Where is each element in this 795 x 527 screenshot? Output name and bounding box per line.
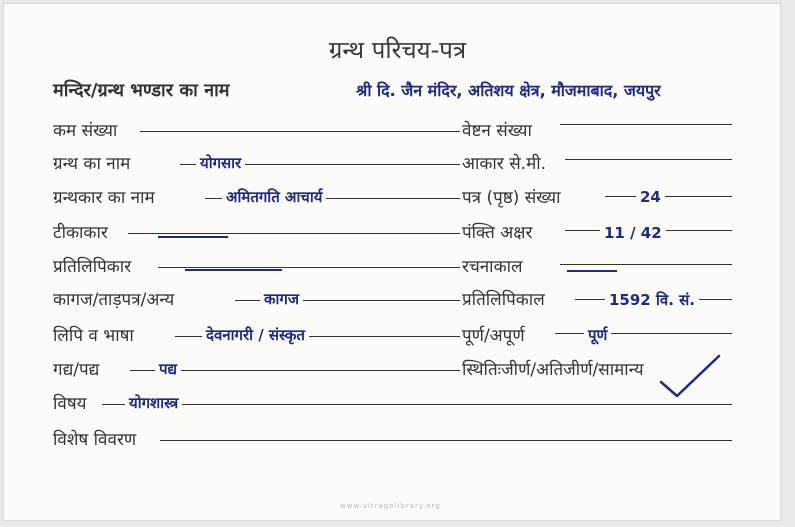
granth-label: ग्रन्थ का नाम [53,154,131,174]
veshtan-line [560,124,732,125]
vishay-label: विषय [53,394,87,414]
kagaz-value: कागज [260,288,303,310]
pratilipikar-dash [185,269,282,271]
purna-line [555,333,732,334]
vishay-line [102,404,732,405]
pratilipikal-label: प्रतिलिपिकाल [462,290,545,310]
watermark: www.vitragelibrary.org [340,502,441,510]
tikakar-line [128,233,460,234]
patra-value: 24 [636,186,665,208]
granth-value: योगसार [196,152,245,174]
lipi-value: देवनागरी / संस्कृत [202,324,309,346]
card-title: ग्रन्थ परिचय-पत्र [328,36,467,64]
lipi-label: लिपि व भाषा [53,326,134,346]
kram-line [140,131,460,132]
vivaran-line [160,440,732,441]
pratilipikal-value: 1592 वि. सं. [605,289,699,311]
pratilipikar-label: प्रतिलिपिकार [53,257,132,277]
pankti-value: 11 / 42 [600,222,666,244]
library-name-label: मन्दिर/ग्रन्थ भण्डार का नाम [53,80,230,101]
tikakar-dash [158,236,228,238]
veshtan-label: वेष्टन संख्या [462,121,532,141]
kagaz-label: कागज/ताड़पत्र/अन्य [53,290,175,310]
gadya-label: गद्य/पद्य [53,360,100,380]
library-name-value: श्री दि. जैन मंदिर, अतिशय क्षेत्र, मौजमाबाद, जयपुर [352,80,665,102]
tikakar-label: टीकाकार [53,223,108,243]
purna-value: पूर्ण [584,324,611,346]
rachnakal-label: रचनाकाल [462,257,523,277]
purna-label: पूर्ण/अपूर्ण [462,326,525,346]
patra-line [605,196,732,197]
pratilipikar-line [158,267,460,268]
gadya-value: पद्य [155,358,181,380]
vivaran-label: विशेष विवरण [53,430,137,450]
aakar-line [565,159,732,160]
rachnakal-line [560,264,732,265]
granthkar-value: अमितगति आचार्य [222,186,326,208]
patra-label: पत्र (पृष्ठ) संख्या [462,188,561,208]
vishay-value: योगशास्त्र [125,392,182,414]
pankti-label: पंक्ति अक्षर [462,223,533,243]
granthkar-label: ग्रन्थकार का नाम [53,188,155,208]
aakar-label: आकार से.मी. [462,154,547,174]
checkmark-icon [655,352,725,402]
sthiti-label: स्थितिःजीर्ण/अतिजीर्ण/सामान्य [462,360,644,380]
rachnakal-dash [567,270,617,272]
kram-label: कम संख्या [53,121,118,141]
